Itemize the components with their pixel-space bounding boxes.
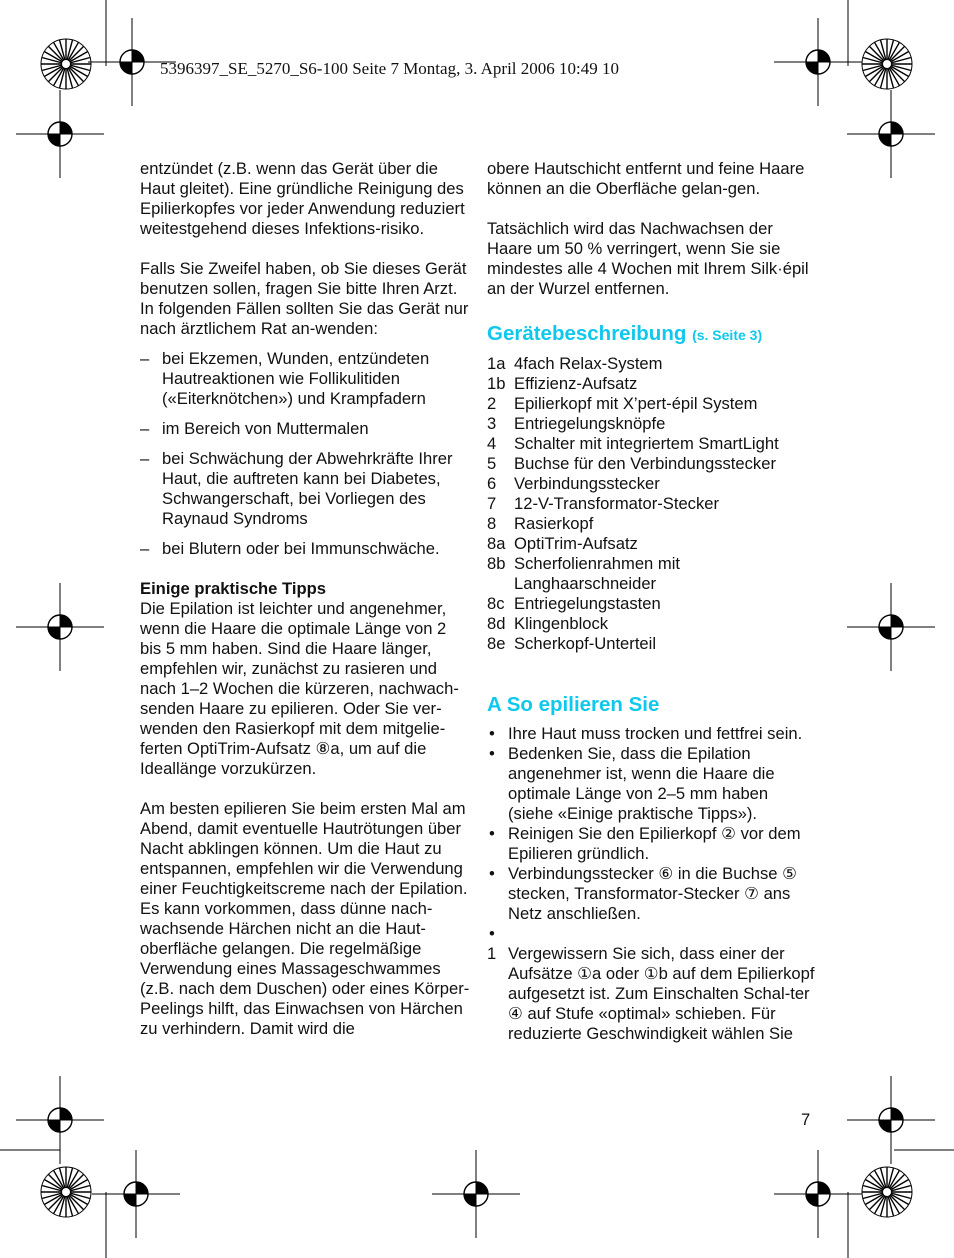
page-reference: (s. Seite 3) [692,327,763,343]
part-label: Schalter mit integriertem SmartLight [514,434,779,453]
step-number: 1 [487,944,497,963]
part-item [487,374,817,394]
section-title: Gerätebeschreibung [487,322,687,345]
part-number: 8e [487,634,506,653]
part-item [487,414,817,434]
part-item [487,554,817,594]
paragraph: obere Hautschicht entfernt und feine Haare können an die Oberfläche gelan-gen. [487,159,805,198]
list-item: – bei Schwächung der Abwehrkräfte Ihrer Haut, die auftreten kann bei Diabetes, Schwangerschaft, bei Vorliegen des Raynaud Syndroms [140,449,470,529]
part-item [487,594,817,614]
part-number: 1b [487,374,506,393]
part-label: OptiTrim-Aufsatz [514,534,638,553]
part-label: Scherfolienrahmen mit Langhaarschneider [514,554,681,593]
step-item [487,944,817,1044]
part-label: Epilierkopf mit X’pert-épil System [514,394,758,413]
list-item: – bei Ekzemen, Wunden, entzündeten Hautreaktionen wie Follikulitiden («Eiterknötchen») und Krampfadern [140,349,470,409]
part-item [487,354,817,374]
part-label: Buchse für den Verbindungsstecker [514,454,776,473]
list-item: • Verbindungsstecker ⑥ in die Buchse ⑤ stecken, Transformator-Stecker ⑦ ans Netz anschließen. [487,864,817,924]
part-item [487,494,817,514]
part-number: 2 [487,394,497,413]
part-item [487,634,817,654]
list-item: – im Bereich von Muttermalen [140,419,470,439]
list-item: • Bedenken Sie, dass die Epilation angenehmer ist, wenn die Haare die optimale Länge von 2–5 mm haben (siehe «Einige praktische Tipps»). [487,744,817,824]
list-item: • Ihre Haut muss trocken und fettfrei sein. [487,724,817,744]
print-header: 5396397_SE_5270_S6-100 Seite 7 Montag, 3. April 2006 10:49 10 [160,59,619,78]
right-column [487,159,817,1044]
part-number: 6 [487,474,497,493]
section-heading-epilation: A So epilieren Sie [487,693,660,716]
part-item [487,514,817,534]
part-label: Klingenblock [514,614,609,633]
part-item [487,454,817,474]
contraindication-list [140,349,470,559]
paragraph: Falls Sie Zweifel haben, ob Sie dieses Gerät benutzen sollen, fragen Sie bitte Ihren Arzt. In folgenden Fällen sollten Sie das Gerät nur nach ärztlichem Rat an-wenden: [140,259,469,338]
part-item [487,434,817,454]
list-item [487,924,817,944]
part-item [487,534,817,554]
part-label: Verbindungsstecker [514,474,660,493]
part-number: 3 [487,414,497,433]
steps-list [487,944,817,1044]
part-number: 8c [487,594,505,613]
part-number: 8a [487,534,506,553]
part-number: 4 [487,434,497,453]
tips-paragraph: Die Epilation ist leichter und angenehmer, wenn die Haare die optimale Länge von 2 bis 5 mm haben. Sind die Haare länger, empfehlen wir, zunächst zu rasieren und nach 1–2 Wochen die kürzeren, nachwach-senden Haare zu epilieren. Oder Sie ver-wenden den Rasierkopf mit dem mitgelie-ferten OptiTrim-Aufsatz ⑧a, um auf die Ideallänge vorzukürzen. [140,599,459,778]
list-item: – bei Blutern oder bei Immunschwäche. [140,539,470,559]
part-number: 8 [487,514,497,533]
step-text: Vergewissern Sie sich, dass einer der Aufsätze ①a oder ①b auf dem Epilierkopf aufgesetzt ist. Zum Einschalten Schal-ter ④ auf Stufe «optimal» schieben. Für reduzierte Geschwindigkeit wählen Sie [508,944,815,1043]
part-item [487,394,817,414]
section-heading-description [487,319,817,350]
parts-list [487,354,817,654]
part-label: 4fach Relax-System [514,354,663,373]
part-number: 8b [487,554,506,573]
page-number: 7 [801,1110,811,1129]
paragraph: Am besten epilieren Sie beim ersten Mal am Abend, damit eventuelle Hautrötungen über Nacht abklingen können. Um die Haut zu entspannen, empfehlen wir die Verwendung einer Feuchtigkeitscreme nach der Epilation. [140,799,468,898]
part-number: 7 [487,494,497,513]
part-label: Scherkopf-Unterteil [514,634,657,653]
part-item [487,614,817,634]
part-label: Rasierkopf [514,514,594,533]
part-item [487,474,817,494]
tips-heading: Einige praktische Tipps [140,579,326,598]
part-number: 8d [487,614,506,633]
part-label: 12-V-Transformator-Stecker [514,494,720,513]
part-label: Entriegelungstasten [514,594,661,613]
paragraph: Tatsächlich wird das Nachwachsen der Haare um 50 % verringert, wenn Sie sie mindestes alle 4 Wochen mit Ihrem Silk·épil an der Wurzel entfernen. [487,219,809,298]
paragraph: Es kann vorkommen, dass dünne nach-wachsende Härchen nicht an die Haut-oberfläche gelangen. Die regelmäßige Verwendung eines Massageschwammes (z.B. nach dem Duschen) oder eines Körper-Peelings hilft, das Einwachsen von Härchen zu verhindern. Damit wird die [140,899,470,1038]
paragraph: entzündet (z.B. wenn das Gerät über die Haut gleitet). Eine gründliche Reinigung des Epilierkopfes vor jeder Anwendung reduziert weitestgehend dieses Infektions-risiko. [140,159,465,238]
part-label: Effizienz-Aufsatz [514,374,638,393]
part-number: 5 [487,454,497,473]
list-item: • Reinigen Sie den Epilierkopf ② vor dem Epilieren gründlich. [487,824,817,864]
preparation-list [487,724,817,944]
part-number: 1a [487,354,506,373]
part-label: Entriegelungsknöpfe [514,414,666,433]
left-column [140,159,470,1039]
